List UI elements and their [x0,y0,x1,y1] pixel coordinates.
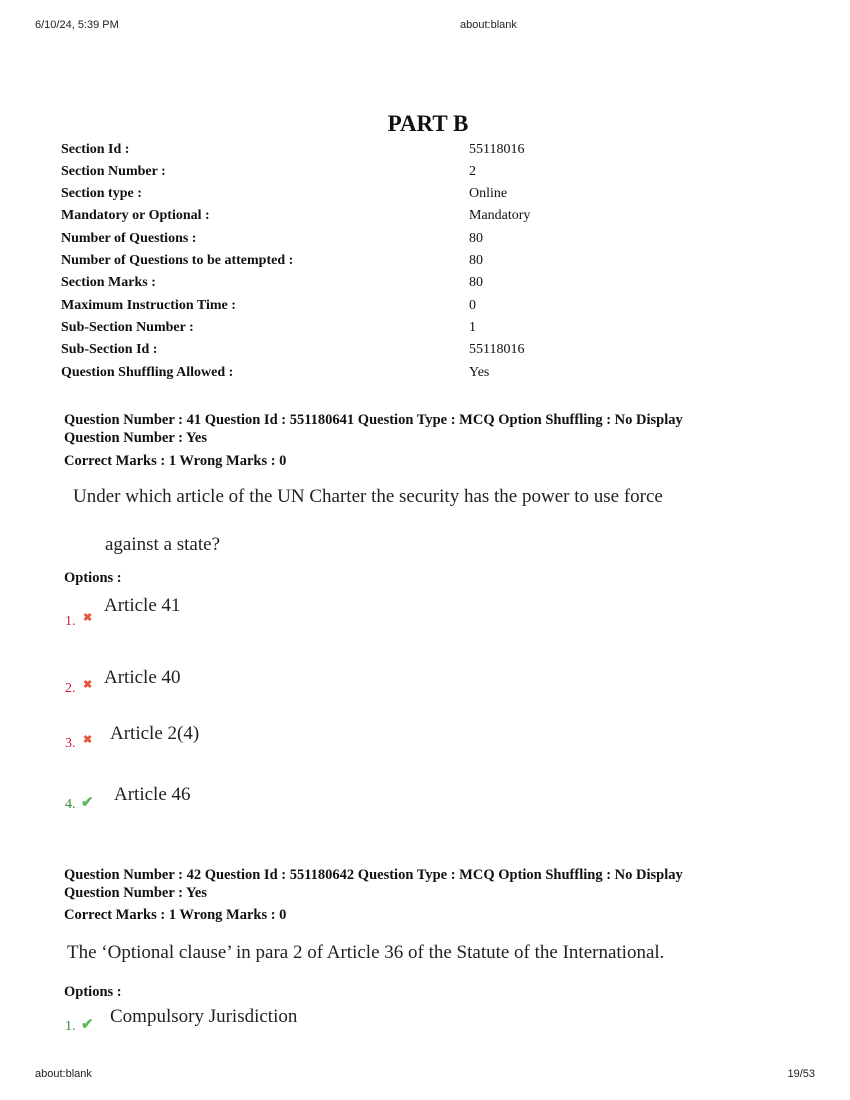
section-value: 80 [469,275,483,290]
section-label: Maximum Instruction Time : [61,298,236,313]
option-number: 4. [65,797,76,812]
print-url: about:blank [460,19,517,31]
wrong-cross-icon: ✖ [83,679,93,691]
correct-check-icon: ✔ [81,795,94,811]
section-value: 1 [469,320,476,335]
q42-options-label: Options : [64,984,122,1000]
option-text: Article 46 [114,784,191,805]
q42-marks: Correct Marks : 1 Wrong Marks : 0 [64,907,287,923]
section-label: Section type : [61,186,142,201]
option-number: 1. [65,614,76,629]
option-number: 1. [65,1019,76,1034]
page-number: 19/53 [787,1068,815,1080]
option-text: Article 40 [104,667,181,688]
section-value: Yes [469,365,490,380]
q41-marks: Correct Marks : 1 Wrong Marks : 0 [64,453,287,469]
section-value: 55118016 [469,342,525,357]
option-text: Article 41 [104,595,181,616]
section-value: 80 [469,231,483,246]
q41-meta-2: Question Number : Yes [64,430,207,446]
section-label: Number of Questions : [61,231,197,246]
section-label: Sub-Section Id : [61,342,158,357]
correct-check-icon: ✔ [81,1017,94,1033]
section-value: Online [469,186,508,201]
option-number: 2. [65,681,76,696]
section-value: Mandatory [469,208,531,223]
q41-text: Under which article of the UN Charter the security has the power to use force [73,486,663,507]
section-label: Sub-Section Number : [61,320,194,335]
q41-text-2: against a state? [105,534,221,555]
print-datetime: 6/10/24, 5:39 PM [35,19,119,31]
section-label: Mandatory or Optional : [61,208,210,223]
section-label: Number of Questions to be attempted : [61,253,294,268]
q42-meta: Question Number : 42 Question Id : 551180642 Question Type : MCQ Option Shuffling : No Display [64,867,683,883]
section-label: Question Shuffling Allowed : [61,365,234,380]
section-label: Section Id : [61,142,130,157]
q41-options-label: Options : [64,570,122,586]
option-text: Compulsory Jurisdiction [110,1006,298,1027]
section-label: Section Marks : [61,275,156,290]
option-text: Article 2(4) [110,723,200,744]
section-value: 2 [469,164,476,179]
section-value: 55118016 [469,142,525,157]
option-number: 3. [65,736,76,751]
part-title: PART B [387,111,469,136]
footer-url: about:blank [35,1068,92,1080]
wrong-cross-icon: ✖ [83,734,93,746]
section-label: Section Number : [61,164,166,179]
q41-meta: Question Number : 41 Question Id : 551180641 Question Type : MCQ Option Shuffling : No Display [64,412,683,428]
section-value: 80 [469,253,483,268]
wrong-cross-icon: ✖ [83,612,93,624]
section-value: 0 [469,298,476,313]
q42-meta-2: Question Number : Yes [64,885,207,901]
q42-text: The ‘Optional clause’ in para 2 of Article 36 of the Statute of the International. [67,942,665,963]
